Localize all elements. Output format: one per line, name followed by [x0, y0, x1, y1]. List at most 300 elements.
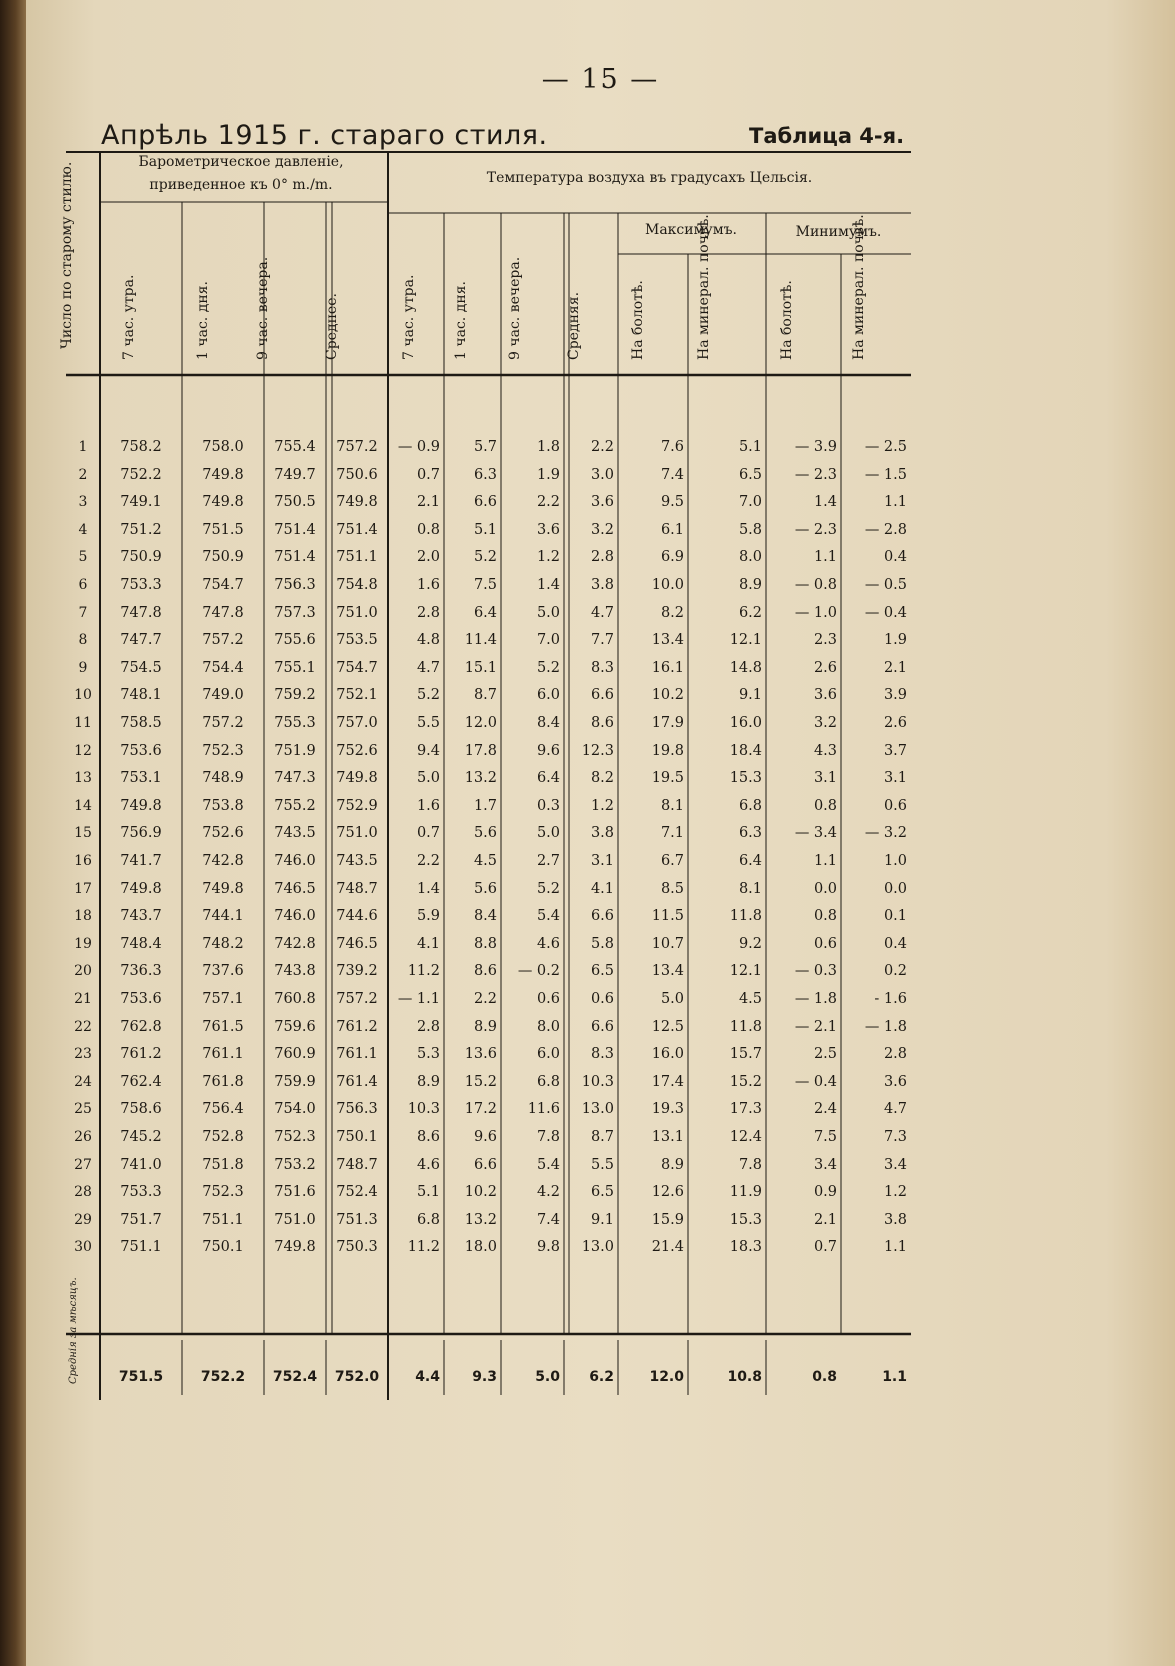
table-cell-p9: 751.4 [274, 549, 316, 566]
table-cell-minb: 0.8 [813, 908, 837, 925]
table-cell-tavg: 13.0 [581, 1239, 614, 1256]
table-cell-maxm: 8.1 [738, 880, 762, 897]
header-day-column: Число по старому стилю. [59, 161, 75, 349]
table-cell-maxm: 7.0 [738, 494, 762, 511]
table-cell-t9: 6.0 [536, 1046, 560, 1063]
table-cell-minb: — 0.8 [794, 577, 837, 593]
monthly-mean-minm: 1.1 [882, 1369, 907, 1385]
table-cell-p9: 749.7 [274, 466, 316, 483]
table-cell-maxm: 5.1 [738, 439, 762, 455]
table-cell-pavg: 756.3 [336, 1101, 378, 1118]
table-cell-p1: 747.8 [202, 604, 244, 621]
table-cell-p9: 750.5 [274, 494, 316, 511]
table-cell-t7: 1.4 [416, 880, 440, 897]
row-day-number: 17 [74, 880, 92, 897]
table-cell-pavg: 744.6 [336, 908, 378, 925]
table-cell-t9: 6.4 [536, 770, 560, 787]
table-cell-pavg: 746.5 [336, 935, 378, 952]
table-cell-maxb: 8.9 [660, 1156, 684, 1173]
header-min-mineral-soil: На минерал. почвѣ. [851, 214, 867, 360]
table-cell-p1: 756.4 [202, 1101, 244, 1118]
table-cell-p7: 753.1 [120, 770, 162, 787]
table-cell-t1: 8.4 [473, 908, 497, 925]
monthly-mean-minb: 0.8 [812, 1369, 837, 1385]
table-cell-maxb: 13.4 [651, 632, 684, 649]
table-cell-maxm: 8.0 [738, 549, 762, 566]
table-cell-maxm: 11.8 [729, 908, 762, 925]
table-cell-p1: 749.8 [202, 880, 244, 897]
table-cell-minb: — 2.3 [794, 521, 837, 538]
table-cell-maxb: 8.2 [660, 604, 684, 621]
table-cell-minm: 2.8 [883, 1046, 907, 1063]
table-cell-t1: 13.6 [464, 1046, 497, 1063]
table-cell-minb: 2.6 [813, 659, 837, 676]
table-cell-p7: 758.6 [120, 1101, 162, 1118]
table-cell-pavg: 748.7 [336, 1156, 378, 1173]
table-cell-maxb: 12.5 [651, 1018, 684, 1035]
table-cell-maxm: 18.4 [729, 742, 762, 759]
table-cell-maxb: 16.1 [651, 659, 684, 676]
table-cell-minm: — 1.5 [864, 466, 907, 483]
table-cell-p7: 753.6 [120, 742, 162, 759]
table-cell-t7: 0.7 [416, 825, 440, 842]
table-cell-pavg: 751.4 [336, 521, 378, 538]
table-cell-maxm: 6.2 [738, 604, 762, 621]
table-cell-p7: 752.2 [120, 466, 162, 483]
table-cell-tavg: 10.3 [581, 1073, 614, 1090]
table-cell-maxb: 17.4 [651, 1073, 684, 1090]
table-cell-t7: 1.6 [416, 577, 440, 593]
table-cell-t9: 7.0 [536, 632, 560, 649]
row-day-number: 27 [74, 1156, 92, 1173]
table-cell-minb: 7.5 [813, 1129, 837, 1145]
row-day-number: 30 [74, 1239, 92, 1256]
table-cell-maxm: 4.5 [738, 991, 762, 1007]
table-cell-p7: 747.8 [120, 604, 162, 621]
table-cell-maxb: 17.9 [651, 715, 684, 731]
monthly-mean-t7: 4.4 [415, 1369, 440, 1385]
table-cell-minm: 0.0 [883, 880, 907, 897]
table-cell-minb: 0.8 [813, 797, 837, 814]
table-cell-t1: 10.2 [464, 1184, 497, 1201]
monthly-mean-t9: 5.0 [535, 1369, 560, 1385]
table-cell-minb: 0.6 [813, 935, 837, 952]
table-cell-minb: — 0.3 [794, 963, 837, 980]
table-cell-pavg: 743.5 [336, 853, 378, 869]
table-cell-tavg: 6.5 [590, 1184, 614, 1201]
table-cell-p9: 743.8 [274, 963, 316, 980]
table-cell-minb: — 1.8 [794, 991, 837, 1007]
table-cell-p9: 759.6 [274, 1018, 316, 1035]
table-cell-t7: 0.7 [416, 466, 440, 483]
table-cell-maxm: 6.3 [738, 825, 762, 842]
table-cell-maxm: 6.5 [738, 466, 762, 483]
row-day-number: 29 [74, 1211, 92, 1228]
table-cell-maxb: 10.0 [651, 577, 684, 593]
table-cell-p1: 754.4 [202, 659, 244, 676]
table-cell-t7: 9.4 [416, 742, 440, 759]
table-cell-t1: 7.5 [473, 577, 497, 593]
table-cell-tavg: 6.5 [590, 963, 614, 980]
row-day-number: 12 [74, 742, 92, 759]
table-cell-pavg: 751.1 [336, 549, 378, 566]
row-day-number: 25 [74, 1101, 92, 1118]
table-cell-t7: 11.2 [407, 963, 440, 980]
table-cell-minm: 2.1 [883, 659, 907, 676]
table-cell-p7: 748.4 [120, 935, 162, 952]
table-cell-pavg: 751.0 [336, 604, 378, 621]
table-cell-t9: 2.7 [536, 853, 560, 869]
table-cell-t7: 8.9 [416, 1073, 440, 1090]
table-cell-minm: 0.6 [883, 797, 907, 814]
row-day-number: 1 [78, 439, 88, 455]
table-cell-maxm: 12.4 [729, 1129, 762, 1145]
table-cell-maxm: 18.3 [729, 1239, 762, 1256]
table-cell-p1: 754.7 [202, 577, 244, 593]
table-cell-minb: 0.7 [813, 1239, 837, 1256]
table-cell-p1: 752.3 [202, 742, 244, 759]
table-cell-minm: — 2.5 [864, 439, 907, 455]
table-cell-minb: 0.9 [813, 1184, 837, 1201]
table-cell-maxm: 8.9 [738, 577, 762, 593]
table-cell-maxb: 19.5 [651, 770, 684, 787]
table-cell-t7: 0.8 [416, 521, 440, 538]
table-cell-t7: 4.6 [416, 1156, 440, 1173]
table-cell-maxm: 17.3 [729, 1101, 762, 1118]
table-cell-maxb: 10.2 [651, 687, 684, 704]
table-cell-p9: 755.3 [274, 715, 316, 731]
table-cell-t9: 0.6 [536, 991, 560, 1007]
table-cell-t9: 1.2 [536, 549, 560, 566]
header-pressure-9pm: 9 час. вечера. [255, 256, 271, 360]
table-cell-maxb: 12.6 [651, 1184, 684, 1201]
table-cell-p7: 751.7 [120, 1211, 162, 1228]
table-cell-t7: 2.8 [416, 604, 440, 621]
table-cell-p1: 750.1 [202, 1239, 244, 1256]
table-cell-t7: 5.9 [416, 908, 440, 925]
row-day-number: 10 [74, 687, 92, 704]
table-cell-maxb: 6.1 [660, 521, 684, 538]
table-cell-p7: 747.7 [120, 632, 162, 649]
table-cell-p9: 754.0 [274, 1101, 316, 1118]
table-cell-pavg: 749.8 [336, 770, 378, 787]
monthly-mean-p1: 752.2 [200, 1369, 246, 1385]
table-cell-minm: 0.2 [883, 963, 907, 980]
table-cell-t1: 17.8 [464, 742, 497, 759]
table-cell-t1: 8.9 [473, 1018, 497, 1035]
table-cell-maxm: 9.2 [738, 935, 762, 952]
row-day-number: 21 [74, 991, 92, 1007]
table-cell-p7: 749.8 [120, 880, 162, 897]
table-cell-tavg: 8.2 [590, 770, 614, 787]
table-cell-t1: 9.6 [473, 1129, 497, 1145]
table-cell-t9: 5.2 [536, 880, 560, 897]
table-cell-p7: 762.8 [120, 1018, 162, 1035]
row-day-number: 2 [78, 466, 88, 483]
table-cell-minm: 3.4 [883, 1156, 907, 1173]
table-cell-t7: 11.2 [407, 1239, 440, 1256]
table-cell-p1: 752.3 [202, 1184, 244, 1201]
table-cell-maxb: 15.9 [651, 1211, 684, 1228]
table-cell-tavg: 1.2 [590, 797, 614, 814]
table-cell-p9: 746.0 [274, 853, 316, 869]
table-cell-p1: 752.8 [202, 1129, 244, 1145]
table-cell-minb: — 1.0 [794, 604, 837, 621]
table-cell-maxm: 15.7 [729, 1046, 762, 1063]
table-cell-p9: 751.6 [274, 1184, 316, 1201]
header-minimum-group: Минимумъ. [795, 224, 882, 240]
table-cell-maxm: 14.8 [729, 659, 762, 676]
table-cell-tavg: 4.1 [590, 880, 614, 897]
table-cell-tavg: 12.3 [581, 742, 614, 759]
table-cell-t9: 6.8 [536, 1073, 560, 1090]
table-cell-pavg: 761.4 [336, 1073, 378, 1090]
table-cell-t1: 6.6 [473, 1156, 497, 1173]
table-cell-maxm: 15.2 [729, 1073, 762, 1090]
table-cell-p7: 741.0 [120, 1156, 162, 1173]
table-cell-p1: 737.6 [202, 963, 244, 980]
table-cell-minm: — 0.5 [864, 577, 907, 593]
row-day-number: 16 [74, 853, 92, 869]
table-cell-t9: 5.0 [536, 604, 560, 621]
table-cell-maxb: 7.6 [660, 439, 684, 455]
table-cell-p9: 755.4 [274, 439, 316, 455]
table-cell-p1: 742.8 [202, 853, 244, 869]
table-cell-tavg: 2.8 [590, 549, 614, 566]
table-cell-tavg: 0.6 [590, 991, 614, 1007]
table-cell-minm: 1.1 [883, 494, 907, 511]
table-cell-minm: 7.3 [883, 1129, 907, 1145]
table-cell-pavg: 754.8 [336, 577, 378, 593]
table-cell-p9: 755.1 [274, 659, 316, 676]
table-cell-p9: 749.8 [274, 1239, 316, 1256]
table-cell-p7: 748.1 [120, 687, 162, 704]
table-cell-t1: 13.2 [464, 770, 497, 787]
table-cell-t1: 13.2 [464, 1211, 497, 1228]
table-cell-tavg: 3.8 [590, 825, 614, 842]
table-cell-t7: 4.7 [416, 659, 440, 676]
table-cell-t1: 6.3 [473, 466, 497, 483]
table-cell-p1: 751.8 [202, 1156, 244, 1173]
table-cell-t1: 5.2 [473, 549, 497, 566]
table-cell-t9: 0.3 [536, 797, 560, 814]
table-cell-minb: 1.1 [813, 549, 837, 566]
table-cell-t9: 9.6 [536, 742, 560, 759]
table-cell-tavg: 3.6 [590, 494, 614, 511]
table-cell-p9: 752.3 [274, 1129, 316, 1145]
table-cell-p7: 758.2 [120, 439, 162, 455]
table-cell-p7: 745.2 [120, 1129, 162, 1145]
table-cell-maxm: 15.3 [729, 1211, 762, 1228]
table-cell-maxb: 21.4 [651, 1239, 684, 1256]
table-cell-p1: 749.8 [202, 494, 244, 511]
table-cell-t1: 18.0 [464, 1239, 497, 1256]
table-cell-p1: 761.1 [202, 1046, 244, 1063]
table-cell-maxb: 11.5 [651, 908, 684, 925]
table-cell-t7: 2.2 [416, 853, 440, 869]
table-cell-pavg: 753.5 [336, 632, 378, 649]
table-cell-t1: 15.2 [464, 1073, 497, 1090]
table-cell-t9: 3.6 [536, 521, 560, 538]
table-cell-pavg: 757.2 [336, 439, 378, 455]
table-cell-p1: 751.1 [202, 1211, 244, 1228]
table-cell-p7: 758.5 [120, 715, 162, 731]
header-temperature-1pm: 1 час. дня. [453, 281, 469, 360]
table-cell-pavg: 739.2 [336, 963, 378, 980]
table-cell-t7: 2.1 [416, 494, 440, 511]
header-temperature-average: Средняя. [566, 291, 582, 360]
table-cell-maxb: 10.7 [651, 935, 684, 952]
table-cell-t7: 4.1 [416, 935, 440, 952]
table-cell-p9: 753.2 [274, 1156, 316, 1173]
table-cell-t7: — 0.9 [397, 439, 440, 455]
table-cell-t7: 10.3 [407, 1101, 440, 1118]
row-day-number: 13 [74, 770, 92, 787]
table-cell-minm: 3.8 [883, 1211, 907, 1228]
table-cell-tavg: 8.6 [590, 715, 614, 731]
table-cell-t7: 4.8 [416, 632, 440, 649]
table-cell-tavg: 3.2 [590, 521, 614, 538]
table-cell-t9: 7.8 [536, 1129, 560, 1145]
table-cell-tavg: 3.8 [590, 577, 614, 593]
table-cell-pavg: 757.2 [336, 991, 378, 1007]
table-cell-tavg: 3.0 [590, 466, 614, 483]
table-cell-t1: 6.6 [473, 494, 497, 511]
table-cell-p1: 748.9 [202, 770, 244, 787]
table-cell-minm: 1.9 [883, 632, 907, 649]
table-cell-minm: — 3.2 [864, 825, 907, 842]
table-cell-p9: 751.0 [274, 1211, 316, 1228]
table-cell-t1: 5.1 [473, 521, 497, 538]
table-cell-maxm: 12.1 [729, 632, 762, 649]
table-cell-minm: 3.7 [883, 742, 907, 759]
header-pressure-average: Среднее. [324, 293, 340, 360]
table-cell-minm: 3.9 [883, 687, 907, 704]
table-cell-p1: 749.0 [202, 687, 244, 704]
table-cell-t7: 5.3 [416, 1046, 440, 1063]
monthly-mean-maxb: 12.0 [649, 1369, 684, 1385]
table-cell-t7: 5.1 [416, 1184, 440, 1201]
table-cell-p9: 751.9 [274, 742, 316, 759]
table-cell-t9: 4.2 [536, 1184, 560, 1201]
table-cell-t9: 1.9 [536, 466, 560, 483]
table-cell-t9: 11.6 [527, 1101, 560, 1118]
table-cell-pavg: 761.1 [336, 1046, 378, 1063]
row-day-number: 14 [74, 797, 92, 814]
table-cell-t7: 2.0 [416, 549, 440, 566]
page-number: — 15 — [541, 64, 660, 95]
table-cell-minb: — 3.9 [794, 439, 837, 455]
table-cell-maxb: 8.5 [660, 880, 684, 897]
table-cell-maxb: 13.1 [651, 1129, 684, 1145]
table-cell-maxm: 12.1 [729, 963, 762, 980]
table-cell-t9: 8.0 [536, 1018, 560, 1035]
monthly-mean-t1: 9.3 [472, 1369, 497, 1385]
table-cell-p7: 751.1 [120, 1239, 162, 1256]
header-temperature-7am: 7 час. утра. [401, 274, 417, 360]
table-cell-p9: 760.9 [274, 1046, 316, 1063]
table-cell-t1: 8.6 [473, 963, 497, 980]
table-cell-t7: 6.8 [416, 1211, 440, 1228]
table-cell-t1: 5.7 [473, 439, 497, 455]
table-cell-minm: 1.0 [883, 853, 907, 869]
table-cell-t9: 7.4 [536, 1211, 560, 1228]
table-cell-p1: 757.2 [202, 632, 244, 649]
table-cell-maxb: 16.0 [651, 1046, 684, 1063]
table-cell-p7: 750.9 [120, 549, 162, 566]
table-cell-minm: 3.6 [883, 1073, 907, 1090]
row-day-number: 18 [74, 908, 92, 925]
table-cell-p7: 754.5 [120, 659, 162, 676]
table-cell-pavg: 752.1 [336, 687, 378, 704]
table-cell-p9: 746.5 [274, 880, 316, 897]
table-cell-maxm: 5.8 [738, 521, 762, 538]
table-cell-p1: 748.2 [202, 935, 244, 952]
row-day-number: 11 [74, 715, 92, 731]
table-cell-minm: 2.6 [883, 715, 907, 731]
row-day-number: 22 [74, 1018, 92, 1035]
row-day-number: 3 [78, 494, 88, 511]
table-cell-minb: — 3.4 [794, 825, 837, 842]
table-cell-pavg: 749.8 [336, 494, 378, 511]
table-cell-minm: 3.1 [883, 770, 907, 787]
table-cell-p1: 761.8 [202, 1073, 244, 1090]
table-cell-maxm: 6.8 [738, 797, 762, 814]
table-cell-pavg: 750.3 [336, 1239, 378, 1256]
table-cell-minb: 3.4 [813, 1156, 837, 1173]
table-cell-tavg: 6.6 [590, 687, 614, 704]
table-cell-p7: 751.2 [120, 521, 162, 538]
table-cell-maxm: 11.8 [729, 1018, 762, 1035]
row-day-number: 15 [74, 825, 92, 842]
table-cell-minm: — 0.4 [864, 604, 907, 621]
table-cell-t9: 2.2 [536, 494, 560, 511]
header-temperature-group: Температура воздуха въ градусахъ Цельсія. [486, 170, 813, 186]
table-cell-t9: — 0.2 [517, 963, 560, 980]
table-cell-minb: 2.5 [813, 1046, 837, 1063]
table-cell-p1: 761.5 [202, 1018, 244, 1035]
table-cell-t9: 9.8 [536, 1239, 560, 1256]
row-day-number: 9 [78, 659, 88, 676]
table-cell-tavg: 5.5 [590, 1156, 614, 1173]
table-cell-maxb: 19.3 [651, 1101, 684, 1118]
table-cell-t1: 8.8 [473, 935, 497, 952]
header-maximum-group: Максимумъ. [645, 222, 737, 238]
table-cell-p7: 741.7 [120, 853, 162, 869]
table-cell-tavg: 6.6 [590, 1018, 614, 1035]
table-cell-minb: 2.4 [813, 1101, 837, 1118]
table-cell-t1: 2.2 [473, 991, 497, 1007]
table-cell-minm: 0.4 [883, 549, 907, 566]
header-min-swamp: На болотѣ. [779, 280, 795, 360]
table-cell-minb: 3.6 [813, 687, 837, 704]
table-cell-minb: 2.3 [813, 632, 837, 649]
table-cell-pavg: 750.1 [336, 1129, 378, 1145]
table-cell-t1: 1.7 [473, 797, 497, 814]
table-cell-maxb: 6.7 [660, 853, 684, 869]
row-day-number: 7 [78, 604, 88, 621]
table-cell-minm: 4.7 [883, 1101, 907, 1118]
table-cell-minm: - 1.6 [874, 991, 907, 1007]
table-cell-minm: 1.2 [883, 1184, 907, 1201]
table-cell-minb: 1.4 [813, 494, 837, 511]
table-cell-t1: 15.1 [464, 659, 497, 676]
table-cell-minb: 0.0 [813, 880, 837, 897]
table-cell-minb: — 0.4 [794, 1073, 837, 1090]
table-cell-p1: 757.1 [202, 991, 244, 1007]
table-cell-p9: 756.3 [274, 577, 316, 593]
row-day-number: 8 [78, 632, 88, 649]
